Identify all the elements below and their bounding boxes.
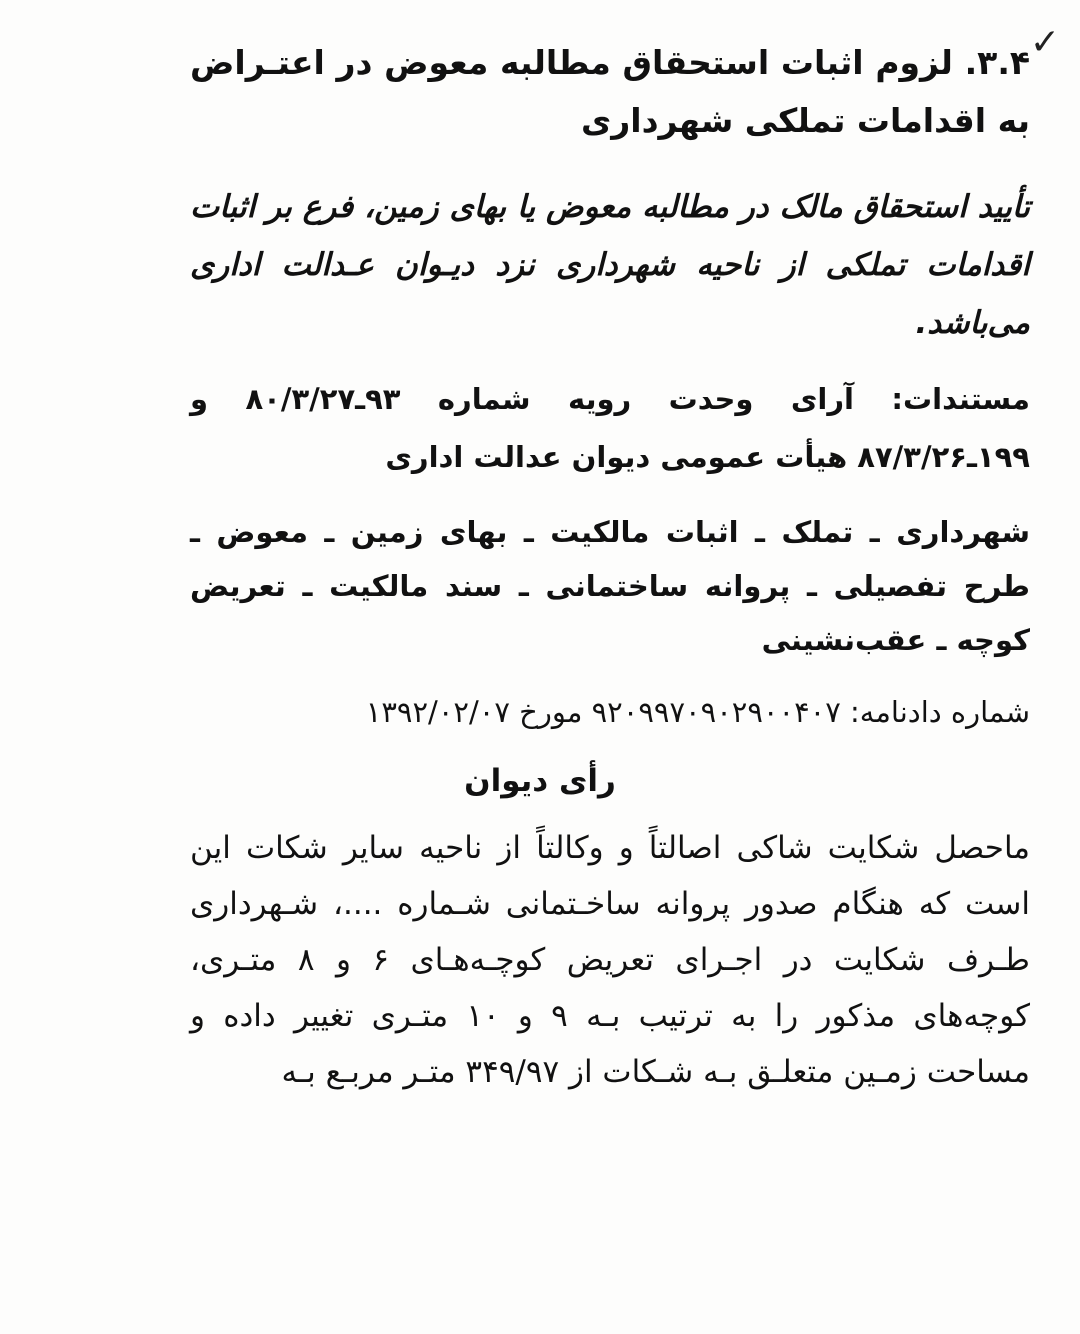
verdict-title: رأی دیوان — [464, 763, 616, 799]
summary-paragraph: تأیید استحقاق مالک در مطالبه معوض یا بهای زمین، فرع بر اثبات اقدامات تملکی از ناحیه شهرداری نزد دیـوان عـدالت اداری می‌باشد. — [190, 189, 1030, 341]
verdict-body-paragraph: ماحصل شکایت شاکی اصالتاً و وکالتاً از ناحیه سایر شکات این است که هنگام صدور پروانه ساخـتمانی شـماره ....، شـهرداری طـرف شکایت در اجـرای تعریض کوچـه‌هـای ۶ و ۸ متـری، کوچه‌های مذکور را به ترتیب بـه ۹ و ۱۰ متـری تغییر داده و مساحت زمـین متعلـق بـه شـکات از ۳۴۹/۹۷ متـر مربـع بـه — [190, 830, 1030, 1090]
check-mark-icon: ✓ — [1029, 22, 1060, 63]
verdict-number: شماره دادنامه: ۹۲۰۹۹۷۰۹۰۲۹۰۰۴۰۷ مورخ ۱۳۹۲/۰۲/۰۷ — [365, 695, 1030, 729]
section-heading: ۳.۴. لزوم اثبات استحقاق مطالبه معوض در اعتـراض به اقدامات تملکی شهرداری — [190, 43, 1030, 140]
keywords-paragraph: شهرداری ـ تملک ـ اثبات مالکیت ـ بهای زمین ـ معوض ـ طرح تفصیلی ـ پروانه ساختمانی ـ سند مالکیت ـ تعریض کوچه ـ عقب‌نشینی — [190, 515, 1030, 657]
sources-paragraph: مستندات: آرای وحدت رویه شماره ۹۳ـ۸۰/۳/۲۷ و ۱۹۹ـ۸۷/۳/۲۶ هیأت عمومی دیوان عدالت اداری — [190, 382, 1030, 474]
